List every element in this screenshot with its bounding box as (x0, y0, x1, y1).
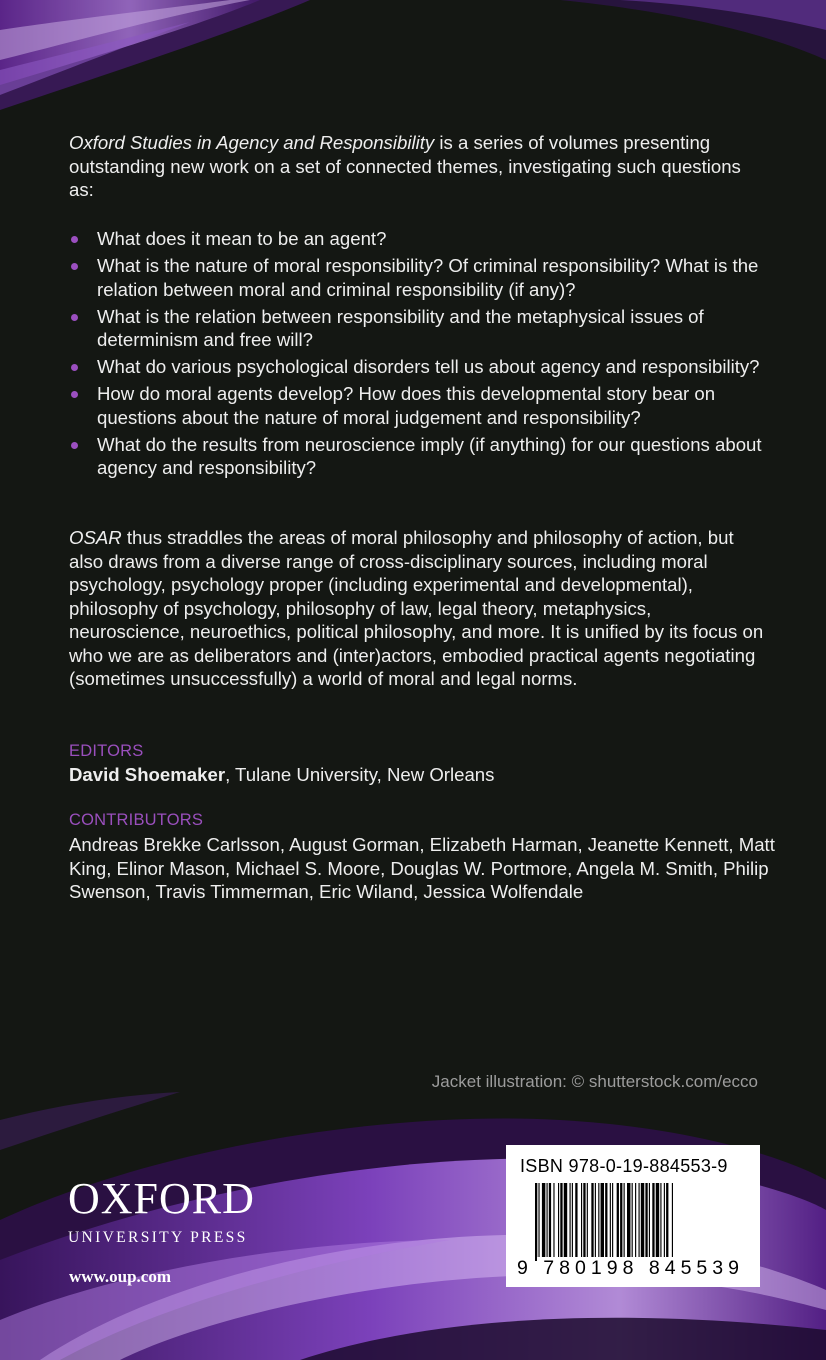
oxford-logo (68, 1174, 288, 1247)
jacket-credit: Jacket illustration: © shutterstock.com/ecco (431, 1072, 758, 1091)
question-item: What is the nature of moral responsibility? Of criminal responsibility? What is the relation between moral and criminal responsibility (if any)? (69, 254, 769, 301)
isbn-barcode-box (506, 1145, 760, 1287)
publisher-url[interactable]: www.oup.com (69, 1267, 172, 1286)
intro-text: is a series of volumes presenting outstanding new work on a set of connected themes, investigating such questions as: (69, 132, 741, 200)
isbn-label: ISBN 978-0-19-884553-9 (520, 1156, 728, 1176)
osar-abbr: OSAR (69, 527, 122, 548)
intro-paragraph (69, 131, 769, 202)
question-item: How do moral agents develop? How does this developmental story bear on questions about the nature of moral judgement and responsibility? (69, 382, 769, 429)
question-item: What does it mean to be an agent? (69, 227, 769, 251)
barcode-digits: 9 780198 845539 (517, 1257, 739, 1277)
series-title: Oxford Studies in Agency and Responsibility (69, 132, 435, 153)
logo-subtitle: UNIVERSITY PRESS (68, 1229, 248, 1246)
osar-paragraph (69, 526, 769, 691)
editor-affiliation: , Tulane University, New Orleans (225, 764, 495, 785)
question-item: What is the relation between responsibility and the metaphysical issues of determinism and free will? (69, 305, 769, 352)
question-list (69, 227, 769, 483)
osar-text: thus straddles the areas of moral philosophy and philosophy of action, but also draws from a diverse range of cross-disciplinary sources, including moral psychology, psychology proper (including experimental and developmental), philosophy of psychology, philosophy of law, legal theory, metaphysics, neuroscience, neuroethics, political philosophy, and more. It is unified by its focus on who we are as deliberators and (inter)actors, embodied practical agents negotiating (sometimes unsuccessfully) a world of moral and legal norms. (69, 527, 764, 689)
contributors-list: Andreas Brekke Carlsson, August Gorman, Elizabeth Harman, Jeanette Kennett, Matt King, Elinor Mason, Michael S. Moore, Douglas W. Portmore, Angela M. Smith, Philip Swenson, Travis Timmerman, Eric Wiland, Jessica Wolfendale (69, 834, 775, 902)
barcode (517, 1183, 747, 1277)
question-item: What do various psychological disorders tell us about agency and responsibility? (69, 355, 769, 379)
question-item: What do the results from neuroscience imply (if anything) for our questions about agency and responsibility? (69, 433, 769, 480)
editor-line (69, 764, 494, 786)
contributors-label: CONTRIBUTORS (69, 811, 204, 829)
logo-name: OXFORD (68, 1174, 255, 1223)
editor-name: David Shoemaker (69, 764, 226, 785)
editors-label: EDITORS (69, 742, 144, 760)
